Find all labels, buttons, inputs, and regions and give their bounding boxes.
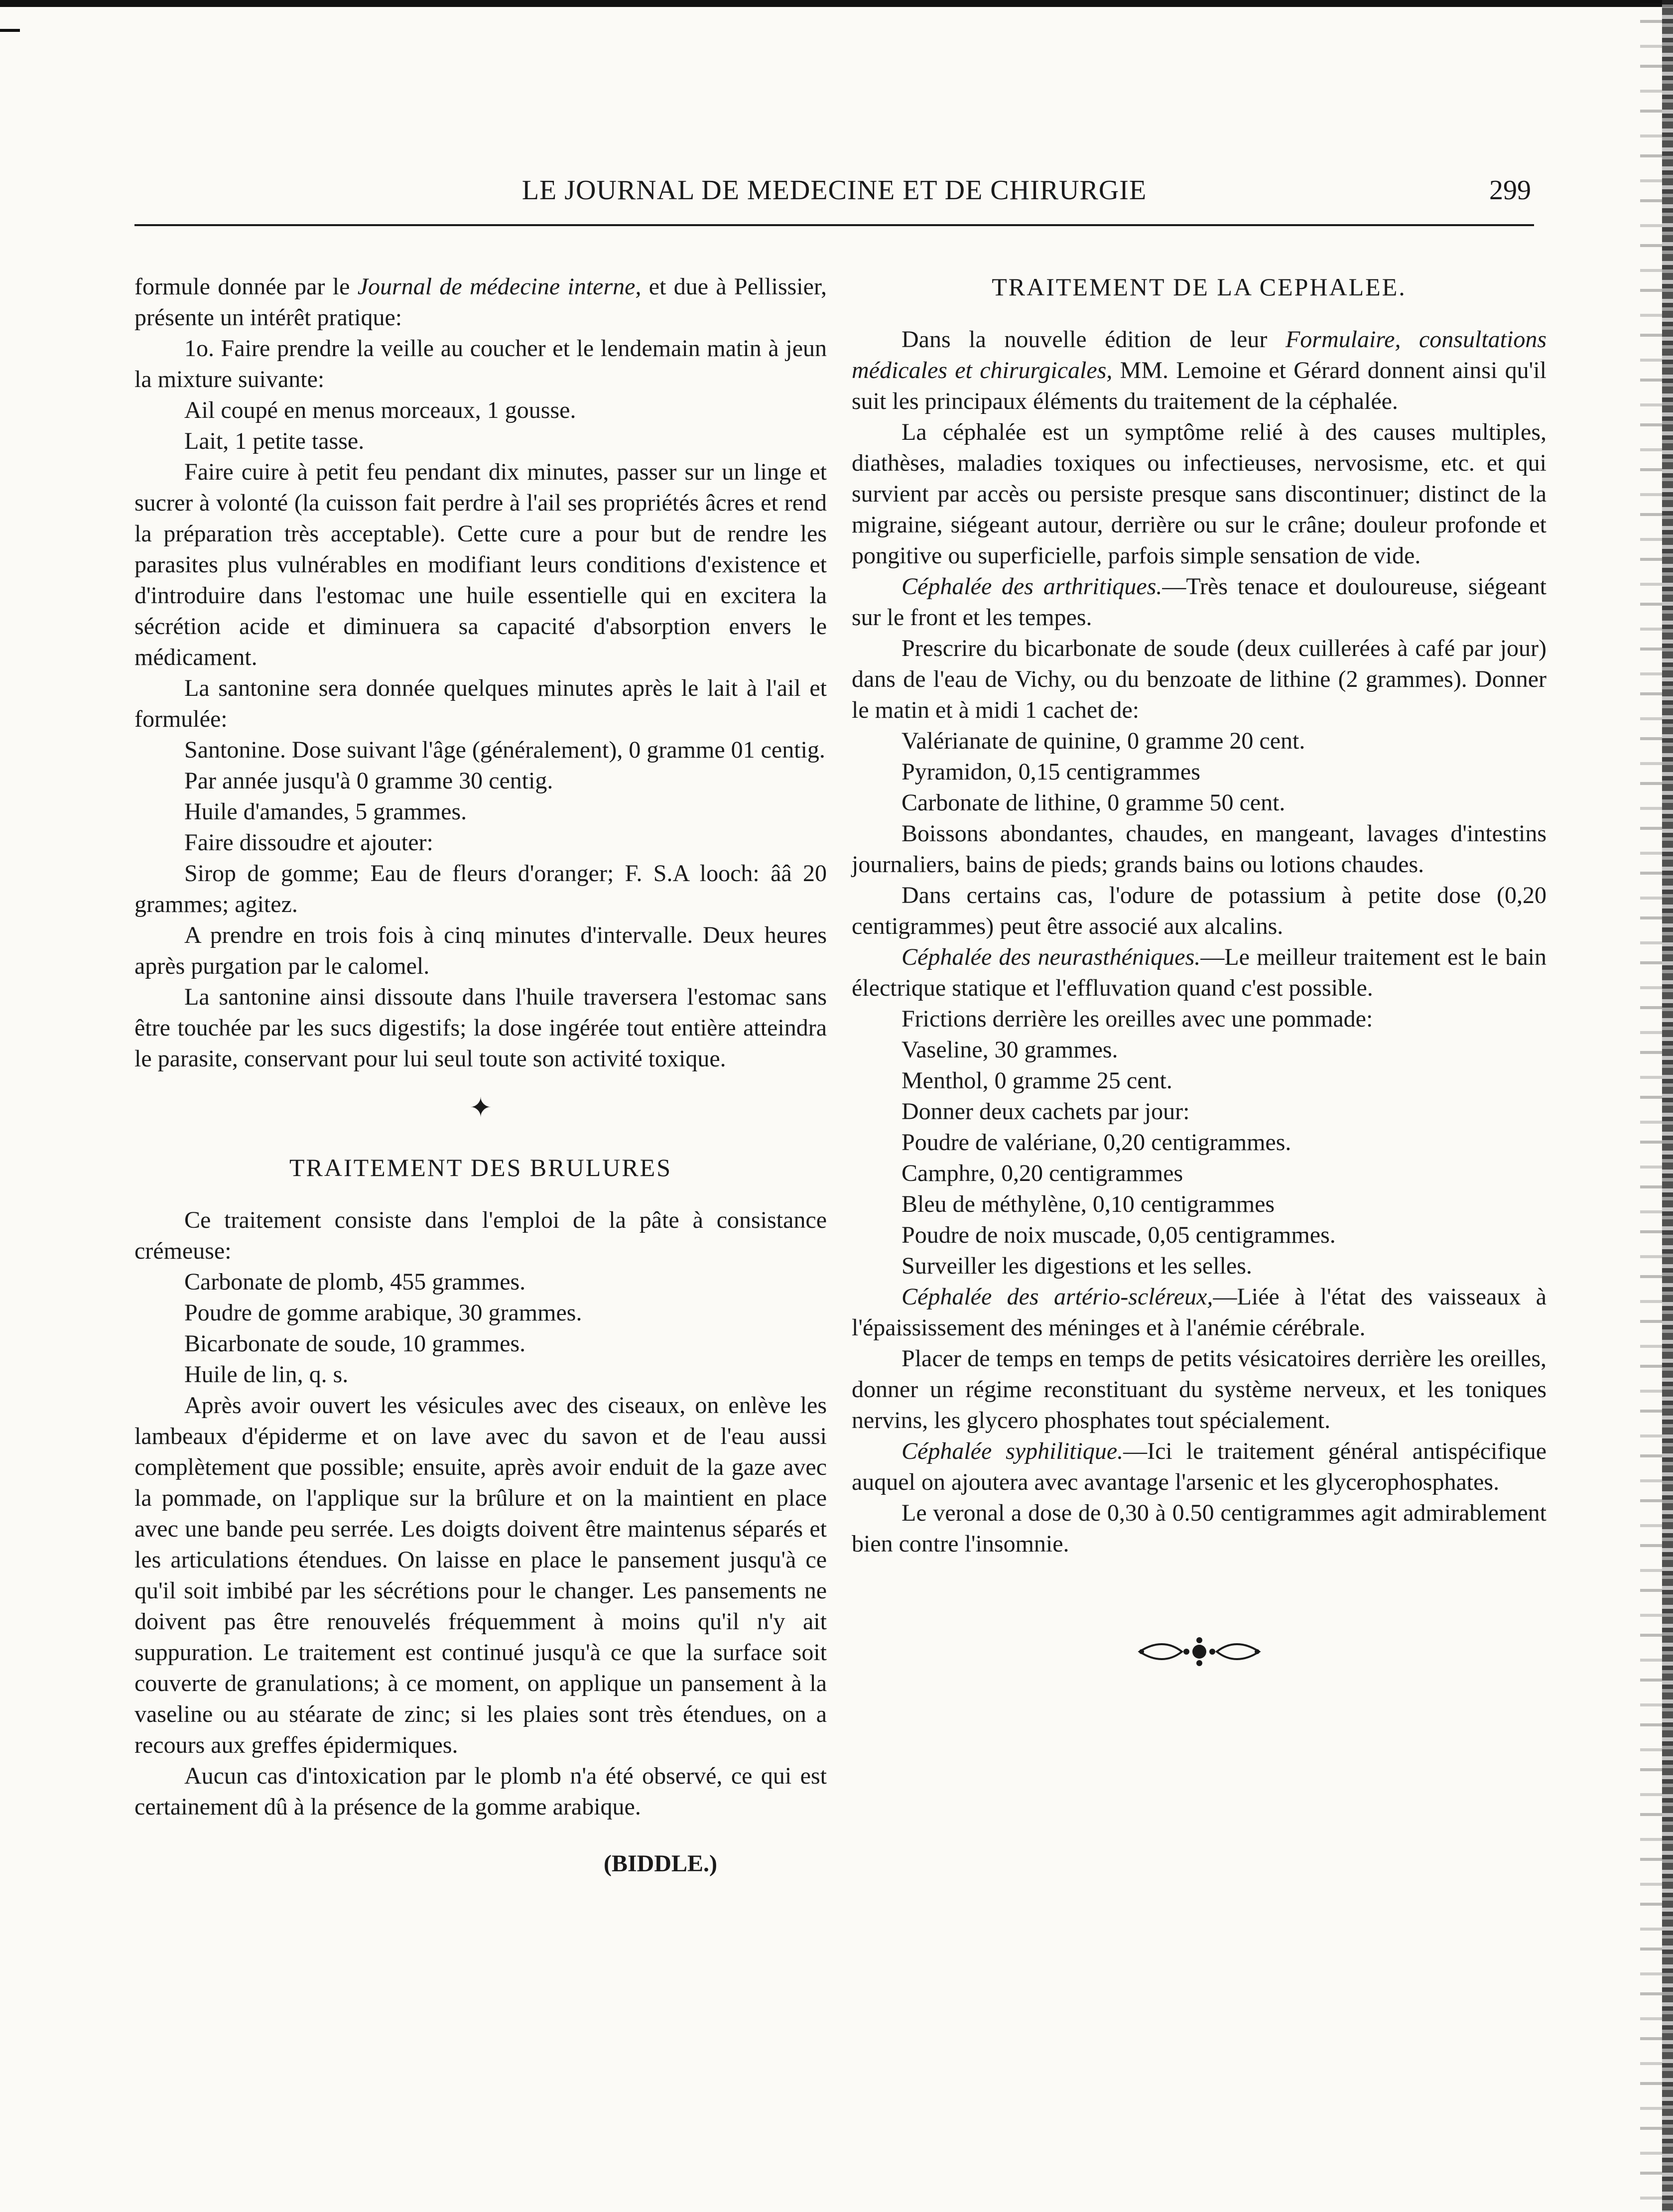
formula-line: Donner deux cachets par jour: xyxy=(901,1098,1190,1125)
page-right-shadow xyxy=(1640,0,1662,2212)
paragraph: 1o. Faire prendre la veille au coucher et le lendemain matin à jeun la mixture suivante: xyxy=(134,335,827,392)
paragraph: Aucun cas d'intoxication par le plomb n'a été observé, ce qui est certainement dû à la présence de la gomme arabique. xyxy=(134,1763,827,1820)
paragraph: Le veronal a dose de 0,30 à 0.50 centigrammes agit admirablement bien contre l'insomnie. xyxy=(852,1500,1546,1557)
paragraph: Ce traitement consiste dans l'emploi de la pâte à consistance crémeuse: xyxy=(134,1207,827,1264)
journal-title: LE JOURNAL DE MEDECINE ET DE CHIRURGIE xyxy=(521,175,1147,206)
page-number: 299 xyxy=(1489,175,1531,206)
paragraph: Faire cuire à petit feu pendant dix minutes, passer sur un linge et sucrer à volonté (la cuisson fait perdre à l'ail ses propriétés âcres et rend la préparation très acceptable). Cette cure a pour but de rendre les parasites plus vulnérables en modifiant leurs conditions d'existence et d'introduire dans l'estomac une huile essentielle qui en excitera la sécrétion acide et diminuera sa capacité d'absorption envers le médicament. xyxy=(134,459,827,670)
paragraph: A prendre en trois fois à cinq minutes d'intervalle. Deux heures après purgation par le calomel. xyxy=(134,922,827,979)
subsection-title: Céphalée syphilitique. xyxy=(901,1438,1124,1464)
page-right-edge xyxy=(1662,0,1673,2212)
paragraph: Céphalée des arthritiques.—Très tenace et douloureuse, siégeant sur le front et les tempes. xyxy=(852,573,1547,631)
paragraph: Céphalée syphilitique.—Ici le traitement général antispécifique auquel on ajoutera avec avantage l'arsenic et les glycerophosphates. xyxy=(852,1438,1546,1495)
formula-line: Huile de lin, q. s. xyxy=(184,1361,349,1388)
formula-line: Carbonate de lithine, 0 gramme 50 cent. xyxy=(901,789,1286,816)
formula-line: Poudre de noix muscade, 0,05 centigrammes. xyxy=(901,1222,1336,1248)
formula-line: Camphre, 0,20 centigrammes xyxy=(901,1160,1183,1186)
paragraph: Céphalée des artério-scléreux,—Liée à l'état des vaisseaux à l'épaississement des méninges et à l'anémie cérébrale. xyxy=(852,1284,1547,1341)
formula-line: Valérianate de quinine, 0 gramme 20 cent. xyxy=(901,728,1305,754)
page-top-edge xyxy=(0,0,1673,7)
journal-reference: Journal de médecine interne, xyxy=(357,273,642,300)
formula-line: Par année jusqu'à 0 gramme 30 centig. xyxy=(184,768,553,794)
section-heading: TRAITEMENT DES BRULURES xyxy=(289,1154,672,1181)
formula-line: Bleu de méthylène, 0,10 centigrammes xyxy=(901,1191,1275,1217)
paragraph: Dans la nouvelle édition de leur Formulaire, consultations médicales et chirurgicales, MM. Lemoine et Gérard donnent ainsi qu'il suit les principaux éléments du traitement de la céphalée. xyxy=(852,326,1547,414)
formula-line: Frictions derrière les oreilles avec une pommade: xyxy=(901,1006,1373,1032)
formula-line: Bicarbonate de soude, 10 grammes. xyxy=(184,1330,526,1357)
ornament-flourish-icon xyxy=(1135,1634,1264,1669)
paragraph: Céphalée des neurasthéniques.—Le meilleur traitement est le bain électrique statique et l'effluvation quand c'est possible. xyxy=(852,944,1547,1001)
right-column xyxy=(852,271,1546,1674)
paragraph: Après avoir ouvert les vésicules avec des ciseaux, on enlève les lambeaux d'épiderme et on lave avec du savon et de l'eau aussi complètement que possible; ensuite, après avoir enduit de la gaze avec la pommade, on l'applique sur la brûlure et on la maintient en place avec une bande peu serrée. Les doigts doivent être maintenus séparés et les articulations étendues. On laisse en place le pansement jusqu'à ce qu'il soit imbibé par les sécrétions pour le changer. Les pansements ne doivent pas être renouvelés fréquemment à moins qu'il n'y ait suppuration. Le traitement est continué jusqu'à ce que la surface soit couverte de granulations; à ce moment, on applique un pansement à la vaseline ou au stéarate de zinc; si les plaies sont très étendues, on a recours aux greffes épidermiques. xyxy=(134,1392,827,1758)
formula-line: Ail coupé en menus morceaux, 1 gousse. xyxy=(184,397,576,423)
paragraph: Dans certains cas, l'odure de potassium à petite dose (0,20 centigrammes) peut être associé aux alcalins. xyxy=(852,882,1546,939)
end-ornament-icon xyxy=(852,1634,1546,1674)
paragraph: Santonine. Dose suivant l'âge (généralement), 0 gramme 01 centig. xyxy=(184,737,825,763)
header-rule xyxy=(134,224,1534,226)
formula-line: Faire dissoudre et ajouter: xyxy=(184,829,433,856)
author-signature: (BIDDLE.) xyxy=(603,1850,717,1877)
paragraph: La céphalée est un symptôme relié à des causes multiples, diathèses, maladies toxiques ou infectieuses, nervosisme, etc. et qui survient par accès ou persiste presque sans discontinuer; distinct de la migraine, siégeant autour, derrière ou sur le crâne; douleur profonde et pongitive ou superficielle, parfois simple sensation de vide. xyxy=(852,419,1546,569)
formula-line: Vaseline, 30 grammes. xyxy=(901,1037,1118,1063)
subsection-title: Céphalée des artério-scléreux, xyxy=(901,1284,1213,1310)
section-heading: TRAITEMENT DE LA CEPHALEE. xyxy=(992,273,1407,301)
formula-line: Poudre de gomme arabique, 30 grammes. xyxy=(184,1300,582,1326)
left-column xyxy=(134,271,827,1879)
scan-corner-mark xyxy=(0,29,20,32)
formula-line: Huile d'amandes, 5 grammes. xyxy=(184,798,467,825)
running-header xyxy=(134,174,1534,229)
subsection-title: Céphalée des neurasthéniques. xyxy=(901,944,1201,970)
paragraph: Boissons abondantes, chaudes, en mangeant, lavages d'intestins journaliers, bains de pieds; grands bains ou lotions chaudes. xyxy=(852,820,1546,878)
paragraph: formule donnée par le Journal de médecine interne, et due à Pellissier, présente un intérêt pratique: xyxy=(134,273,827,331)
paragraph: Sirop de gomme; Eau de fleurs d'oranger; F. S.A looch: ââ 20 grammes; agitez. xyxy=(134,860,827,917)
subsection-title: Céphalée des arthritiques. xyxy=(901,573,1162,600)
book-title: Formulaire, consultations médicales et chirurgicales, xyxy=(852,326,1547,384)
formula-line: Poudre de valériane, 0,20 centigrammes. xyxy=(901,1129,1291,1156)
formula-line: Menthol, 0 gramme 25 cent. xyxy=(901,1067,1172,1094)
formula-line: Pyramidon, 0,15 centigrammes xyxy=(901,759,1200,785)
paragraph: Placer de temps en temps de petits vésicatoires derrière les oreilles, donner un régime reconstituant du système nerveux, et les toniques nervins, les glycero phosphates tout spécialement. xyxy=(852,1345,1546,1433)
paragraph: La santonine ainsi dissoute dans l'huile traversera l'estomac sans être touchée par les sucs digestifs; la dose ingérée tout entière atteindra le parasite, conservant pour lui seul toute son activité toxique. xyxy=(134,984,827,1072)
section-separator-icon: ✦ xyxy=(469,1093,492,1123)
formula-line: Lait, 1 petite tasse. xyxy=(184,428,365,454)
paragraph: La santonine sera donnée quelques minutes après le lait à l'ail et formulée: xyxy=(134,675,827,732)
formula-line: Surveiller les digestions et les selles. xyxy=(901,1253,1252,1279)
formula-line: Carbonate de plomb, 455 grammes. xyxy=(184,1269,526,1295)
paragraph: Prescrire du bicarbonate de soude (deux cuillerées à café par jour) dans de l'eau de Vichy, ou du benzoate de lithine (2 grammes). Donner le matin et à midi 1 cachet de: xyxy=(852,635,1546,723)
